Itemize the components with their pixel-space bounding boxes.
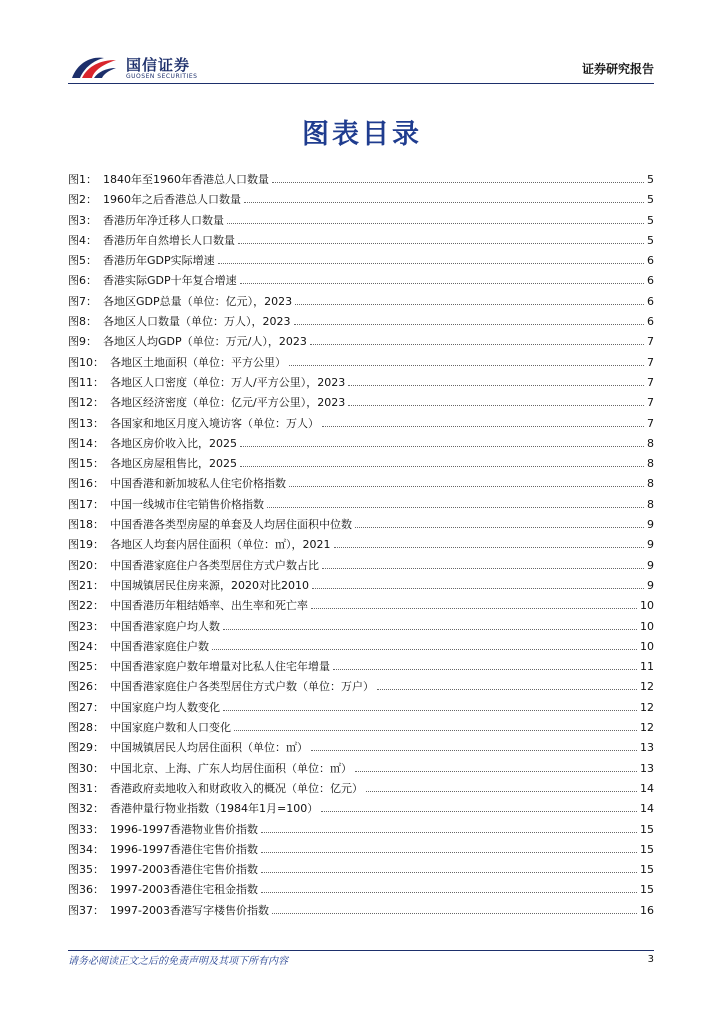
toc-dot-leader [272,182,644,183]
toc-entry-label: 图34： [68,842,104,856]
toc-entry-title: 香港仲量行物业指数（1984年1月=100） [110,802,319,816]
toc-entry-label: 图2： [68,193,97,207]
toc-entry-page: 16 [640,903,654,917]
toc-entry-label: 图20： [68,558,104,572]
toc-entry-label: 图8： [68,315,97,329]
toc-entry-label: 图9： [68,335,97,349]
toc-entry-label: 图6： [68,274,97,288]
toc-dot-leader [348,405,644,406]
toc-entry[interactable] [68,678,654,698]
toc-entry-title: 1997-2003香港住宅租金指数 [110,883,258,897]
toc-dot-leader [321,811,637,812]
toc-entry-title: 香港历年净迁移人口数量 [103,213,224,227]
toc-entry-page: 5 [647,233,654,247]
toc-entry-label: 图10： [68,355,104,369]
toc-entry[interactable] [68,800,654,820]
toc-dot-leader [238,243,644,244]
toc-entry-label: 图19： [68,538,104,552]
toc-entry-label: 图1： [68,173,97,186]
toc-entry[interactable] [68,780,654,800]
toc-entry[interactable] [68,597,654,617]
toc-entry-page: 9 [647,578,654,592]
toc-entry-page: 12 [640,700,654,714]
toc-entry-title: 香港实际GDP十年复合增速 [103,274,237,288]
toc-entry-title: 1997-2003香港写字楼售价指数 [110,903,269,917]
toc-entry-label: 图26： [68,680,104,694]
toc-entry-page: 6 [647,315,654,329]
toc-entry[interactable] [68,516,654,536]
toc-entry-page: 9 [647,518,654,532]
toc-entry-title: 1997-2003香港住宅售价指数 [110,863,258,877]
toc-entry[interactable] [68,658,654,678]
toc-entry-label: 图29： [68,741,104,755]
toc-entry-title: 中国城镇居民人均居住面积（单位：㎡） [110,741,308,755]
toc-entry-page: 13 [640,741,654,755]
toc-entry-title: 香港历年自然增长人口数量 [103,233,235,247]
toc-entry[interactable] [68,475,654,495]
toc-entry-page: 7 [647,396,654,410]
toc-entry-title: 各地区人均GDP（单位：万元/人），2023 [103,335,307,349]
toc-entry-title: 中国城镇居民住房来源，2020对比2010 [110,578,309,592]
toc-entry[interactable] [68,557,654,577]
toc-dot-leader [240,446,644,447]
toc-entry[interactable] [68,293,654,313]
toc-dot-leader [355,771,637,772]
toc-entry[interactable] [68,232,654,252]
toc-entry-page: 9 [647,538,654,552]
toc-entry-title: 中国香港家庭户均人数 [110,619,220,633]
toc-entry-label: 图3： [68,213,97,227]
toc-dot-leader [294,324,645,325]
toc-entry-label: 图25： [68,660,104,674]
toc-entry-title: 中国香港和新加坡私人住宅价格指数 [110,477,286,491]
toc-dot-leader [261,892,637,893]
toc-entry-label: 图23： [68,619,104,633]
logo-text-en: GUOSEN SECURITIES [126,73,198,80]
toc-entry-title: 各地区GDP总量（单位：亿元），2023 [103,294,293,308]
toc-dot-leader [289,486,644,487]
toc-entry[interactable] [68,455,654,475]
toc-dot-leader [267,507,644,508]
toc-entry[interactable] [68,618,654,638]
toc-entry[interactable] [68,902,654,922]
toc-entry-title: 各地区经济密度（单位：亿元/平方公里），2023 [110,396,346,410]
toc-entry-title: 中国家庭户数和人口变化 [110,721,231,735]
toc-entry-page: 11 [640,660,654,674]
toc-entry-page: 10 [640,639,654,653]
toc-entry[interactable] [68,252,654,272]
toc-entry[interactable] [68,313,654,333]
toc-dot-leader [366,791,637,792]
toc-entry[interactable] [68,272,654,292]
toc-entry[interactable] [68,739,654,759]
toc-entry-title: 中国香港各类型房屋的单套及人均居住面积中位数 [110,518,352,532]
toc-entry-label: 图5： [68,254,97,268]
toc-dot-leader [261,872,637,873]
toc-dot-leader [312,588,644,589]
toc-entry-label: 图4： [68,233,97,247]
toc-dot-leader [261,832,637,833]
toc-dot-leader [295,304,644,305]
toc-entry[interactable] [68,191,654,211]
toc-entry[interactable] [68,435,654,455]
toc-entry-page: 7 [647,355,654,369]
toc-entry-page: 8 [647,436,654,450]
toc-entry-page: 5 [647,173,654,186]
toc-entry[interactable] [68,415,654,435]
toc-dot-leader [212,649,637,650]
toc-entry[interactable] [68,354,654,374]
toc-entry-page: 8 [647,497,654,511]
toc-entry-label: 图13： [68,416,104,430]
toc-entry-page: 13 [640,761,654,775]
footer-divider [68,950,654,951]
header-divider [68,83,654,84]
page-header [68,50,654,86]
toc-entry-label: 图35： [68,863,104,877]
toc-entry-label: 图17： [68,497,104,511]
toc-entry-page: 10 [640,619,654,633]
toc-entry-label: 图7： [68,294,97,308]
toc-dot-leader [240,283,644,284]
toc-entry-page: 6 [647,294,654,308]
toc-entry-page: 14 [640,781,654,795]
toc-entry-page: 6 [647,254,654,268]
toc-entry-title: 中国北京、上海、广东人均居住面积（单位：㎡） [110,761,352,775]
toc-entry-label: 图36： [68,883,104,897]
toc-entry-title: 1960年之后香港总人口数量 [103,193,241,207]
toc-dot-leader [310,344,644,345]
toc-entry-page: 8 [647,477,654,491]
toc-entry-title: 香港历年GDP实际增速 [103,254,215,268]
toc-entry-title: 中国香港家庭住户各类型居住方式户数（单位：万户） [110,680,374,694]
toc-dot-leader [355,527,644,528]
toc-dot-leader [322,426,644,427]
toc-dot-leader [240,466,644,467]
toc-entry-label: 图21： [68,578,104,592]
toc-dot-leader [377,689,637,690]
toc-entry[interactable] [68,171,654,191]
toc-entry-label: 图12： [68,396,104,410]
toc-entry[interactable] [68,841,654,861]
toc-dot-leader [261,852,637,853]
toc-entry-page: 12 [640,721,654,735]
toc-entry-label: 图14： [68,436,104,450]
toc-entry[interactable] [68,394,654,414]
toc-entry-label: 图18： [68,518,104,532]
toc-entry-page: 5 [647,213,654,227]
toc-entry-title: 中国香港家庭户数年增量对比私人住宅年增量 [110,660,330,674]
company-logo [68,50,208,84]
toc-dot-leader [348,385,644,386]
toc-entry-title: 1840年至1960年香港总人口数量 [103,173,269,186]
toc-entry-label: 图27： [68,700,104,714]
toc-entry[interactable] [68,374,654,394]
toc-entry[interactable] [68,719,654,739]
toc-entry-title: 各地区土地面积（单位：平方公里） [110,355,286,369]
toc-dot-leader [223,629,637,630]
toc-entry-label: 图33： [68,822,104,836]
toc-entry-title: 各地区人口密度（单位：万人/平方公里），2023 [110,375,346,389]
toc-entry-title: 各地区房屋租售比，2025 [110,457,237,471]
toc-entry-page: 15 [640,883,654,897]
toc-entry[interactable] [68,861,654,881]
toc-entry-title: 各地区人均套内居住面积（单位：㎡），2021 [110,538,331,552]
toc-entry[interactable] [68,638,654,658]
toc-dot-leader [227,223,644,224]
toc-entry-page: 7 [647,375,654,389]
toc-entry-page: 5 [647,193,654,207]
toc-dot-leader [223,710,637,711]
toc-entry[interactable] [68,881,654,901]
toc-entry-label: 图11： [68,375,104,389]
toc-dot-leader [333,669,637,670]
figure-toc-list [68,171,654,922]
toc-entry-label: 图16： [68,477,104,491]
toc-entry-label: 图28： [68,721,104,735]
toc-entry-title: 各地区人口数量（单位：万人），2023 [103,315,291,329]
toc-entry-label: 图24： [68,639,104,653]
toc-dot-leader [334,547,645,548]
toc-dot-leader [289,365,644,366]
footer-disclaimer: 请务必阅读正文之后的免责声明及其项下所有内容 [68,956,288,967]
toc-entry[interactable] [68,821,654,841]
toc-entry[interactable] [68,760,654,780]
toc-entry-page: 8 [647,457,654,471]
guosen-logo-icon [70,54,118,80]
toc-dot-leader [311,750,637,751]
toc-entry-page: 12 [640,680,654,694]
toc-dot-leader [322,568,644,569]
toc-entry-page: 15 [640,842,654,856]
report-type-label: 证券研究报告 [581,62,654,76]
toc-entry[interactable] [68,536,654,556]
toc-entry-title: 香港政府卖地收入和财政收入的概况（单位：亿元） [110,781,363,795]
toc-entry-title: 中国香港历年粗结婚率、出生率和死亡率 [110,599,308,613]
toc-entry[interactable] [68,333,654,353]
toc-dot-leader [272,913,637,914]
toc-entry[interactable] [68,496,654,516]
toc-dot-leader [244,202,644,203]
page-number: 3 [647,954,654,965]
toc-dot-leader [234,730,637,731]
toc-entry-title: 中国香港家庭住户各类型居住方式户数占比 [110,558,319,572]
toc-entry-page: 14 [640,802,654,816]
toc-entry-page: 9 [647,558,654,572]
toc-entry-title: 中国家庭户均人数变化 [110,700,220,714]
toc-dot-leader [218,263,644,264]
toc-entry-title: 各国家和地区月度入境访客（单位：万人） [110,416,319,430]
toc-entry[interactable] [68,212,654,232]
toc-entry[interactable] [68,577,654,597]
toc-entry-title: 1996-1997香港住宅售价指数 [110,842,258,856]
toc-entry-label: 图22： [68,599,104,613]
toc-entry-page: 15 [640,822,654,836]
toc-entry-title: 1996-1997香港物业售价指数 [110,822,258,836]
toc-entry[interactable] [68,699,654,719]
toc-entry-title: 中国香港家庭住户数 [110,639,209,653]
toc-dot-leader [311,608,637,609]
logo-text-cn: 国信证券 [126,56,191,74]
toc-entry-label: 图31： [68,781,104,795]
toc-entry-label: 图30： [68,761,104,775]
toc-entry-label: 图37： [68,903,104,917]
toc-entry-title: 中国一线城市住宅销售价格指数 [110,497,264,511]
toc-entry-page: 7 [647,335,654,349]
toc-entry-label: 图32： [68,802,104,816]
toc-entry-page: 15 [640,863,654,877]
toc-entry-label: 图15： [68,457,104,471]
toc-entry-page: 10 [640,599,654,613]
toc-entry-page: 7 [647,416,654,430]
toc-entry-title: 各地区房价收入比，2025 [110,436,237,450]
toc-entry-page: 6 [647,274,654,288]
page-title: 图表目录 [302,119,422,150]
